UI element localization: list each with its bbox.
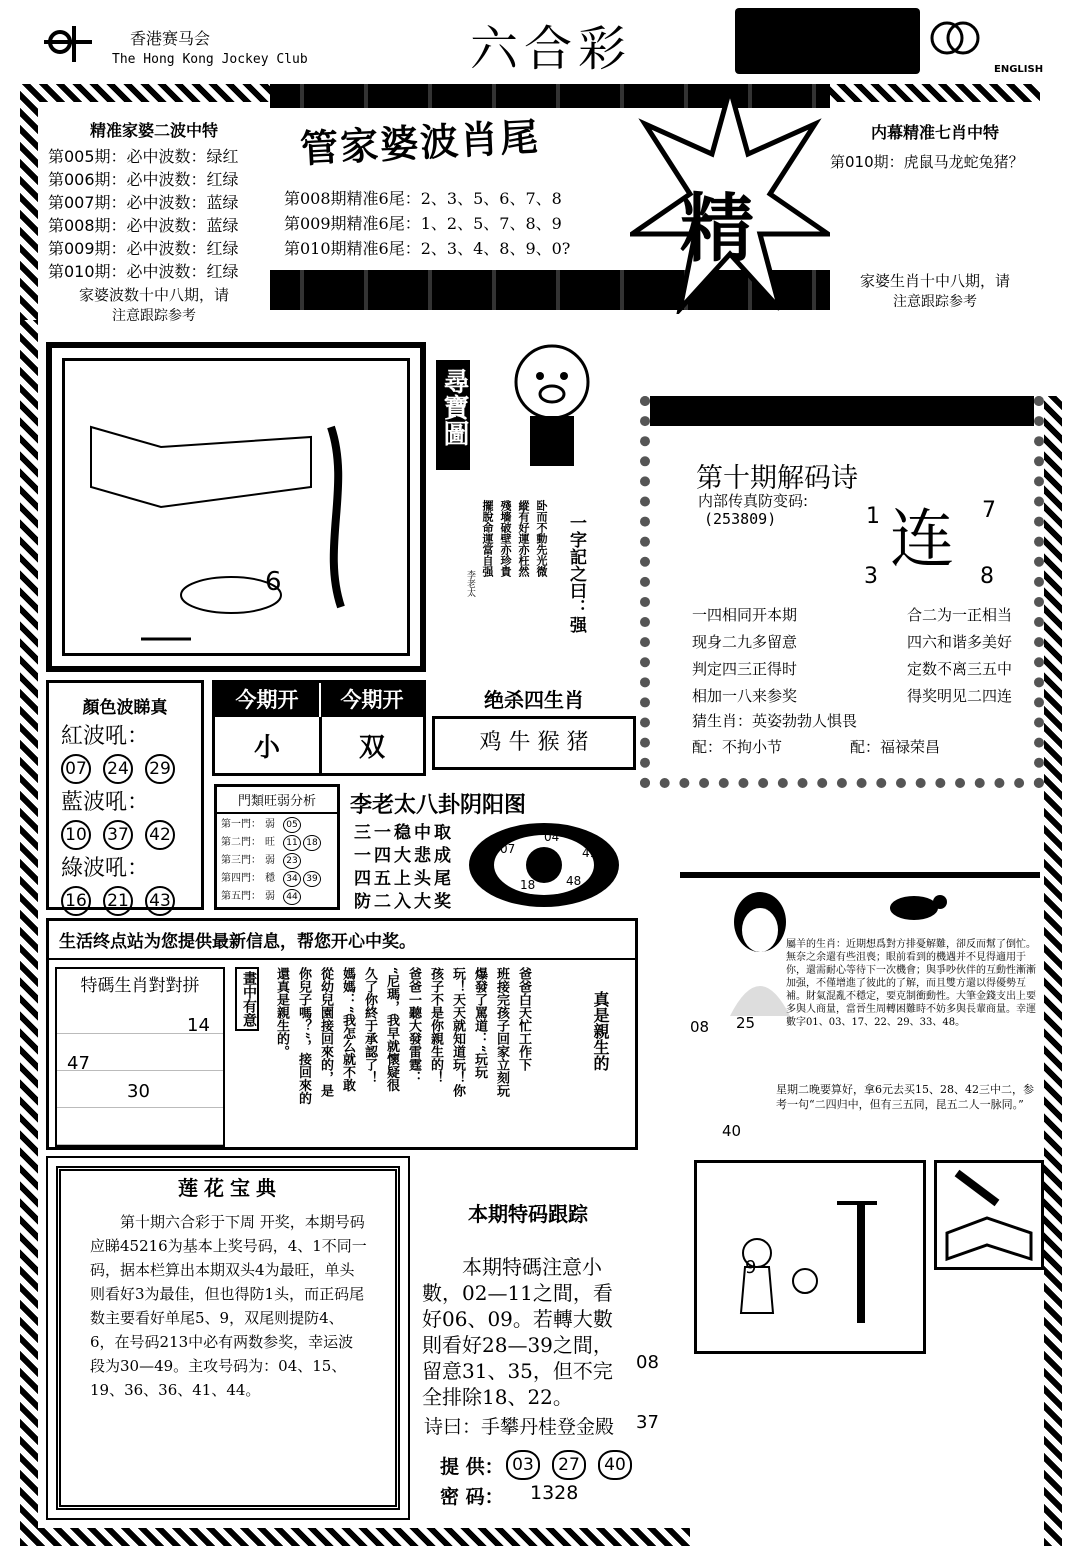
poem-verse: 现身二九多留意 — [692, 633, 798, 651]
sheep-num-1: 08 — [690, 1018, 710, 1036]
door-number: 39 — [303, 871, 321, 887]
provide-number: 40 — [598, 1450, 632, 1480]
open-label-1: 今期开 — [215, 683, 319, 717]
code-label: 密 码： — [440, 1486, 504, 1508]
wave-line: 第009期：必中波数：红绿 — [48, 239, 239, 258]
scroll-box — [430, 486, 635, 676]
wave-box-title: 精准家婆二波中特 — [89, 121, 218, 140]
story-column: 孩子不是你親生的！ — [428, 967, 443, 1084]
lottery-logo-icon — [925, 14, 985, 62]
open-label-2: 今期开 — [321, 683, 423, 717]
door-number: 05 — [283, 817, 301, 833]
bagua-num-4: 37 — [476, 866, 492, 880]
banner-lines — [284, 186, 570, 261]
kid-number: 9 — [745, 1257, 757, 1278]
track-side-2: 37 — [636, 1412, 659, 1433]
sheep-icon — [880, 888, 950, 928]
poem-verse: 四六和谐多美好 — [906, 633, 1012, 651]
open-box — [212, 680, 426, 776]
bagua-num-2: 04 — [544, 830, 560, 844]
treasure-number: 6 — [265, 567, 282, 597]
door-row — [221, 870, 333, 888]
sheep-banner — [680, 872, 1040, 878]
banner-line: 第008期精准6尾：2、3、5、6、7、8 — [284, 189, 562, 208]
door-title: 門類旺弱分析 — [217, 787, 337, 814]
color-wave-title: 顏色波睇真 — [82, 698, 168, 718]
wave-number: 29 — [145, 754, 175, 784]
scroll-column: 縱有好運亦枉然 — [517, 500, 530, 577]
picture-label: 畫中有意 — [235, 967, 259, 1031]
door-row — [221, 888, 333, 906]
poem-code: (253809) — [704, 510, 777, 528]
bagua-num-5: 18 — [520, 878, 536, 892]
open-value-1: 小 — [253, 733, 280, 763]
wave-lines — [44, 145, 264, 283]
poem-guess: 猜生肖：英姿勃勃人惧畏 — [692, 712, 858, 730]
sheep-section — [680, 872, 1040, 1152]
track-text: 本期特碼注意小數，02—11之間，看好06、09。若轉大數則看好28—39之間，留意31、35，但不完全排除18、22。 — [422, 1255, 613, 1409]
poem-title: 第十期解码诗 — [696, 463, 858, 494]
door-row — [221, 816, 333, 834]
door-status: 穩 — [265, 873, 275, 884]
wave-number: 43 — [145, 886, 175, 916]
wave-number: 16 — [61, 886, 91, 916]
door-status: 旺 — [265, 837, 275, 848]
life-banner: 生活终点站为您提供最新信息，帮您开心中奖。 — [49, 921, 635, 960]
scroll-columns — [464, 500, 549, 640]
story-column: 爸爸白天忙工作下 — [516, 967, 531, 1071]
track-box — [418, 1156, 674, 1520]
right-frame — [1044, 396, 1062, 1546]
poem-verse: 相加一八来参奖 — [692, 687, 798, 705]
left-frame — [20, 320, 38, 1546]
story-column: 玩！天天就知道玩！你 — [450, 967, 465, 1097]
track-side-1: 08 — [636, 1352, 659, 1373]
header — [0, 0, 1080, 84]
treasure-map-frame — [46, 342, 426, 672]
bagua-num-6: 48 — [566, 874, 582, 888]
kid-illustration-icon — [697, 1163, 925, 1353]
door-name: 第一門： — [221, 819, 261, 830]
scroll-title: 一字記之曰：强 — [566, 514, 586, 633]
wave-line: 第005期：必中波数：绿红 — [48, 147, 239, 166]
corner-number-4: 8 — [980, 564, 994, 589]
lotus-box — [46, 1156, 410, 1520]
poem-verse: 一四相同开本期 — [692, 606, 798, 624]
open-value-2: 双 — [358, 733, 385, 763]
header-decoration — [735, 8, 920, 74]
story-column: 爆發了罵道：“玩玩 — [472, 967, 487, 1079]
door-name: 第二門： — [221, 837, 261, 848]
banner-big-char: 精 — [680, 186, 754, 272]
wave-note-2: 注意跟踪参考 — [112, 308, 196, 324]
color-wave-box — [46, 680, 204, 910]
wave-number: 21 — [103, 886, 133, 916]
wave-note-1: 家婆波数十中八期，请 — [78, 286, 229, 304]
wave-number: 10 — [61, 820, 91, 850]
poem-lines — [692, 602, 1012, 710]
banner-title: 管家婆波肖尾 — [299, 113, 542, 172]
track-poem: 诗曰：手攀丹桂登金殿 — [424, 1416, 615, 1438]
door-number: 18 — [303, 835, 321, 851]
sheep-num-2: 25 — [736, 1014, 756, 1032]
wave-number: 24 — [103, 754, 133, 784]
poem-row — [692, 629, 1012, 656]
poem-row — [692, 656, 1012, 683]
wave-number: 07 — [61, 754, 91, 784]
zodiac-grid — [55, 967, 225, 1147]
grid-number-3: 30 — [127, 1081, 150, 1102]
zodiac-box-title: 内幕精准七肖中特 — [870, 123, 999, 142]
grid-number-2: 47 — [67, 1053, 90, 1074]
bagua-lines — [354, 822, 454, 914]
lotus-text: 第十期六合彩于下周 开奖，本期号码应睇45216为基本上奖号码，4、1不同一码，据本栏算出本期双头4为最旺，单头则看好3为最佳，但也得防1头，而正码尾数主要看好单尾5、9，双尾则提防4、6，在号码213中必有两数参奖，幸运波段为30—49。主攻号码为：04、15、19、36、36、41、44。 — [90, 1213, 367, 1399]
provide-number: 27 — [552, 1450, 586, 1480]
story-column: 班接完孩子回家立刻玩 — [494, 967, 509, 1097]
provide-number: 03 — [506, 1450, 540, 1480]
poem-top-banner — [650, 396, 1034, 426]
kill-title: 绝杀四生肖 — [484, 688, 584, 712]
story-column: 久了你終于承認了！ — [362, 967, 377, 1084]
wave-line: 第010期：必中波数：红绿 — [48, 262, 239, 281]
door-name: 第四門： — [221, 873, 261, 884]
english-link[interactable]: ENGLISH — [994, 64, 1044, 75]
door-number: 23 — [283, 853, 301, 869]
bagua-line: 四五上头尾 — [354, 869, 454, 889]
story-column: “尼瑪，我早就懷疑很 — [384, 967, 399, 1092]
door-name: 第五門： — [221, 891, 261, 902]
zodiac-note-1: 家婆生肖十中八期，请 — [859, 272, 1010, 290]
sheep-text-2: 星期二晚要算好，拿6元去买15、28、42三中二，参考一句“二四归中，但有三五同，昆五二人一脉同。” — [776, 1083, 1034, 1111]
poem-row — [692, 683, 1012, 710]
book-hands-icon — [937, 1163, 1041, 1267]
story-columns — [271, 967, 533, 1147]
zodiac-prediction-box — [830, 112, 1040, 320]
door-number: 34 — [283, 871, 301, 887]
door-row — [221, 852, 333, 870]
corner-number-1: 1 — [866, 504, 880, 529]
pig-mascot-icon — [490, 336, 610, 486]
sheep-num-3: 40 — [722, 1122, 742, 1140]
reading-picture-box — [934, 1160, 1044, 1270]
poem-verse: 定数不离三五中 — [906, 660, 1012, 678]
sheep-text-1: 屬羊的生肖：近期想爲對方排憂解難，卻反而幫了倒忙。無奈之余還有些沮喪；眼前看到的機遇并不見得適用于你，還需耐心等待下一次機會；與爭吵伙伴的互動性漸漸加强，不僅增進了彼此的了解，而且雙方還以得優勢互補。財氣混亂不穩定，要克制衝動性。大筆金錢支出上要多與人商量，當晉生周轉困難時不妨多與長輩商量。幸運數字01、03、17、22、29、33、48。 — [786, 939, 1036, 1028]
poem-subtitle: 内部传真防变码: — [698, 492, 809, 510]
wave-line: 第006期：必中波数：红绿 — [48, 170, 239, 189]
door-number: 11 — [283, 835, 301, 851]
zodiac-line: 第010期：虎鼠马龙蛇兔猪？ — [830, 153, 1024, 171]
provide-numbers — [506, 1450, 644, 1480]
provide-label: 提 供： — [440, 1456, 504, 1478]
story-column: 從幼兒園接回來的，是 — [318, 967, 333, 1097]
club-name-cn: 香港赛马会 — [130, 29, 211, 48]
poem-pair-1: 配：不拘小节 — [692, 738, 783, 756]
bagua-line: 一四大悲成 — [354, 846, 454, 866]
wave-groups — [61, 722, 201, 916]
bagua-title: 李老太八卦阴阳图 — [350, 792, 527, 818]
poem-verse: 合二为一正相当 — [906, 606, 1012, 624]
door-status: 弱 — [265, 891, 275, 902]
grid-number-1: 14 — [187, 1015, 210, 1036]
grid-title: 特碼生肖對對拼 — [57, 969, 223, 1000]
poem-row — [692, 602, 1012, 629]
kill-box — [432, 680, 636, 776]
door-status: 弱 — [265, 855, 275, 866]
door-name: 第三門： — [221, 855, 261, 866]
kid-picture-box — [694, 1160, 926, 1354]
code-value: 1328 — [530, 1482, 579, 1504]
treasure-illustration-icon — [71, 367, 411, 657]
scroll-column: 卧而不動先光微 — [535, 500, 548, 577]
scroll-column: 殘墻破壁亦珍貴 — [499, 500, 512, 577]
bottom-frame — [20, 1528, 690, 1546]
corner-number-2: 7 — [982, 498, 996, 523]
banner-line: 第009期精准6尾：1、2、5、7、8、9 — [284, 214, 562, 233]
life-section — [46, 918, 638, 1150]
bagua-num-3: 41 — [582, 846, 598, 860]
story-title: 真是親生的 — [591, 991, 610, 1071]
poem-verse: 得奖明见二四连 — [906, 687, 1012, 705]
jockey-club-logo-icon — [40, 18, 96, 64]
wave-number: 42 — [145, 820, 175, 850]
wave-line: 第008期：必中波数：蓝绿 — [48, 216, 239, 235]
wave-line: 第007期：必中波数：蓝绿 — [48, 193, 239, 212]
treasure-label: 尋寶圖 — [436, 360, 470, 470]
story-column: 爸爸一聽大發雷霆： — [406, 967, 421, 1084]
lotus-title: 莲花宝典 — [178, 1176, 282, 1200]
scroll-column: 擺脫命運當自强 — [481, 500, 494, 577]
story-column: 你兒子嗎？”，接回來的 — [296, 967, 311, 1105]
wave-prediction-box — [44, 112, 264, 324]
door-row — [221, 834, 333, 852]
bagua-num-1: 07 — [500, 842, 516, 856]
wave-group-label: 藍波吼： — [61, 790, 150, 815]
scroll-signature: 李老太 — [465, 570, 475, 597]
poem-pair-2: 配：福禄荣昌 — [850, 738, 941, 756]
door-analysis-box — [214, 784, 340, 910]
story-column: 媽媽：“我怎么就不敢 — [340, 967, 355, 1092]
bagua-line: 三一稳中取 — [354, 823, 454, 843]
door-number: 44 — [283, 889, 301, 905]
door-status: 弱 — [265, 819, 275, 830]
wave-group-label: 綠波吼： — [61, 856, 150, 881]
corner-number-3: 3 — [864, 564, 878, 589]
banner-line: 第010期精准6尾：2、3、4、8、9、0? — [284, 239, 571, 258]
kill-value: 鸡 牛 猴 猪 — [432, 716, 636, 770]
story-column: 還真是親生的。 — [274, 967, 289, 1058]
poem-verse: 判定四三正得时 — [692, 660, 798, 678]
page-title: 六合彩 — [470, 21, 633, 77]
track-title: 本期特码跟踪 — [468, 1202, 588, 1226]
door-rows — [217, 814, 337, 908]
wave-group-label: 紅波吼： — [61, 724, 150, 749]
poem-box — [640, 396, 1044, 788]
club-name-en: The Hong Kong Jockey Club — [112, 52, 308, 67]
bagua-line: 防二入大奖 — [354, 892, 454, 912]
zodiac-note-2: 注意跟踪参考 — [893, 294, 977, 310]
wave-number: 37 — [103, 820, 133, 850]
poem-big-char: 连 — [890, 503, 954, 577]
